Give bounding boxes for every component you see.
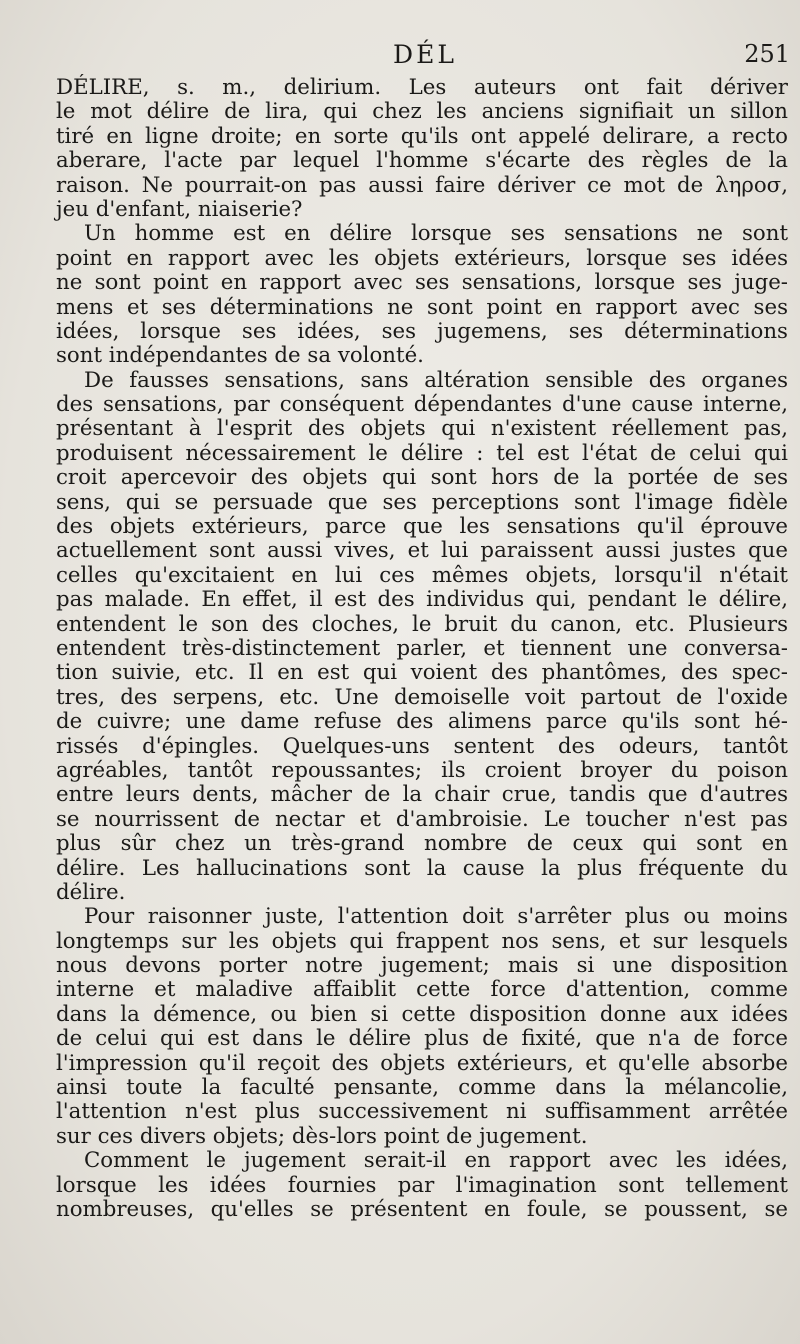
- text-line: entendent très-distinctement parler, et tiennent une conversa-: [56, 635, 788, 661]
- text-line: tion suivie, etc. Il en est qui voient des phantômes, des spec-: [56, 660, 788, 686]
- paragraph: [56, 905, 788, 1149]
- text-line: De fausses sensations, sans altération sensible des organes: [84, 367, 788, 393]
- text-line: Pour raisonner juste, l'attention doit s'arrêter plus ou moins: [84, 904, 788, 930]
- text-line: point en rapport avec les objets extérieurs, lorsque ses idées: [56, 245, 788, 271]
- text-line: entre leurs dents, mâcher de la chair crue, tandis que d'autres: [56, 782, 788, 808]
- paragraph: [56, 76, 788, 222]
- text-line: croit apercevoir des objets qui sont hors de la portée de ses: [56, 465, 788, 491]
- text-line: Un homme est en délire lorsque ses sensations ne sont: [84, 221, 788, 247]
- text-line: sens, qui se persuade que ses perceptions sont l'image fidèle: [56, 489, 788, 515]
- body-text: [56, 76, 788, 1222]
- text-line: tiré en ligne droite; en sorte qu'ils ont appelé delirare, a recto: [56, 123, 788, 149]
- text-line: mens et ses déterminations ne sont point en rapport avec ses: [56, 294, 788, 320]
- text-line: produisent nécessairement le délire : tel est l'état de celui qui: [56, 440, 788, 466]
- text-line: lorsque les idées fournies par l'imagination sont tellement: [56, 1172, 788, 1198]
- text-line: DÉLIRE, s. m., delirium. Les auteurs ont fait dériver: [56, 75, 788, 100]
- text-line: présentant à l'esprit des objets qui n'existent réellement pas,: [56, 416, 788, 442]
- text-line: ainsi toute la faculté pensante, comme dans la mélancolie,: [56, 1075, 788, 1101]
- text-line: des objets extérieurs, parce que les sensations qu'il éprouve: [56, 514, 788, 540]
- text-line: Comment le jugement serait-il en rapport avec les idées,: [84, 1148, 788, 1174]
- text-line: dans la démence, ou bien si cette disposition donne aux idées: [56, 1001, 788, 1027]
- text-line: aberare, l'acte par lequel l'homme s'écarte des règles de la: [56, 148, 788, 174]
- text-line: délire.: [56, 879, 126, 905]
- text-line: idées, lorsque ses idées, ses jugemens, ses déterminations: [56, 318, 788, 344]
- text-line: le mot délire de lira, qui chez les anciens signifiait un sillon: [56, 99, 788, 125]
- text-line: raison. Ne pourrait-on pas aussi faire dériver ce mot de ληροσ,: [56, 172, 788, 198]
- text-line: entendent le son des cloches, le bruit du canon, etc. Plusieurs: [56, 611, 788, 637]
- text-line: se nourrissent de nectar et d'ambroisie. Le toucher n'est pas: [56, 806, 788, 832]
- page-number: 251: [744, 40, 790, 68]
- text-line: sont indépendantes de sa volonté.: [56, 343, 424, 369]
- text-line: actuellement sont aussi vives, et lui paraissent aussi justes que: [56, 538, 788, 564]
- text-line: l'attention n'est plus successivement ni suffisamment arrêtée: [56, 1099, 788, 1125]
- text-line: de celui qui est dans le délire plus de fixité, que n'a de force: [56, 1026, 788, 1052]
- text-line: délire. Les hallucinations sont la cause la plus fréquente du: [56, 855, 788, 881]
- paragraph: [56, 369, 788, 906]
- page-header: [60, 40, 790, 74]
- paragraph: [56, 1149, 788, 1222]
- text-line: longtemps sur les objets qui frappent nos sens, et sur lesquels: [56, 928, 788, 954]
- text-line: plus sûr chez un très-grand nombre de ceux qui sont en: [56, 831, 788, 857]
- text-line: celles qu'excitaient en lui ces mêmes objets, lorsqu'il n'était: [56, 562, 788, 588]
- text-line: sur ces divers objets; dès-lors point de jugement.: [56, 1123, 588, 1149]
- text-line: nous devons porter notre jugement; mais si une disposition: [56, 953, 788, 979]
- text-line: l'impression qu'il reçoit des objets extérieurs, et qu'elle absorbe: [56, 1050, 788, 1076]
- text-line: pas malade. En effet, il est des individus qui, pendant le délire,: [56, 587, 788, 613]
- text-line: tres, des serpens, etc. Une demoiselle voit partout de l'oxide: [56, 684, 788, 710]
- running-head: DÉL: [393, 40, 457, 69]
- paragraph: [56, 222, 788, 368]
- text-line: des sensations, par conséquent dépendantes d'une cause interne,: [56, 392, 788, 418]
- text-line: ne sont point en rapport avec ses sensations, lorsque ses juge-: [56, 270, 788, 296]
- text-line: de cuivre; une dame refuse des alimens parce qu'ils sont hé-: [56, 709, 788, 735]
- text-line: jeu d'enfant, niaiserie?: [56, 196, 303, 222]
- text-line: interne et maladive affaiblit cette force d'attention, comme: [56, 977, 788, 1003]
- text-line: agréables, tantôt repoussantes; ils croient broyer du poison: [56, 757, 788, 783]
- text-line: rissés d'épingles. Quelques-uns sentent des odeurs, tantôt: [56, 733, 788, 759]
- text-line: nombreuses, qu'elles se présentent en foule, se poussent, se: [56, 1196, 788, 1222]
